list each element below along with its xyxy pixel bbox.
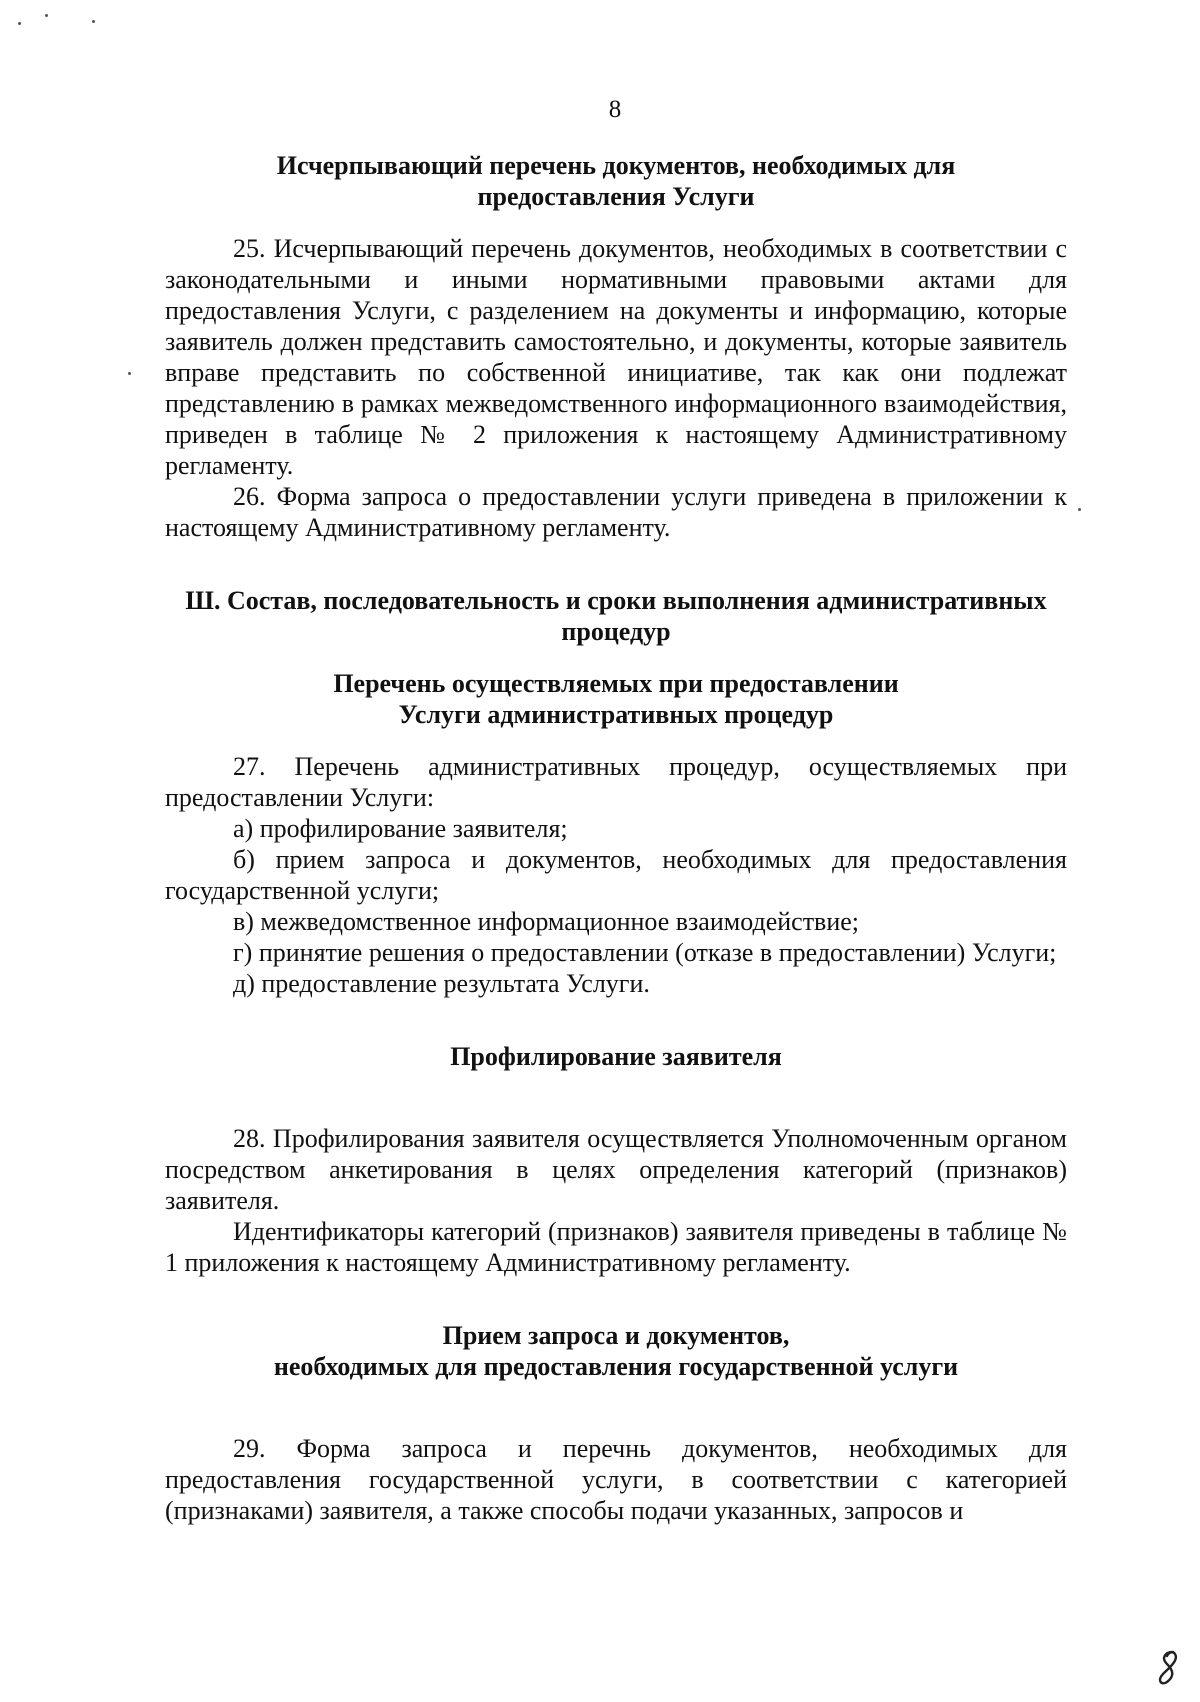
section-heading: [165, 150, 1067, 212]
list-item: б) прием запроса и документов, необходимых для предоставления государственной услуги;: [165, 845, 1067, 905]
scan-speck: [128, 372, 131, 375]
paragraph-28-identifiers: Идентификаторы категорий (признаков) заявителя приведены в таблице № 1 приложения к настоящему Административному регламенту.: [165, 1217, 1067, 1277]
section-three: [165, 585, 1067, 647]
section-profiling: [165, 1041, 1067, 1278]
scan-speck: [18, 22, 21, 25]
list-item: в) межведомственное информационное взаимодействие;: [233, 907, 860, 936]
list-item: д) предоставление результата Услуги.: [233, 969, 650, 998]
heading-line: предоставления Услуги: [477, 182, 755, 211]
paragraph-28: 28. Профилирования заявителя осуществляется Уполномоченным органом посредством анкетирования в целях определения категорий (признаков) заявителя.: [165, 1124, 1067, 1215]
heading-line: Услуги административных процедур: [398, 700, 834, 729]
section-heading: [165, 668, 1067, 730]
list-item: а) профилирование заявителя;: [233, 814, 568, 843]
paragraph-29: 29. Форма запроса и перечнь документов, необходимых для предоставления государственной услуги, в соответствии с категорией (признаками) заявителя, а также способы подачи указанных, запросов и: [165, 1434, 1067, 1525]
heading-line: Ш. Состав, последовательность и сроки выполнения административных: [185, 586, 1047, 615]
section-heading: [165, 1320, 1067, 1382]
heading-line: необходимых для предоставления государственной услуги: [273, 1352, 959, 1381]
section-reception: [165, 1320, 1067, 1526]
handwritten-page-mark: [1153, 1648, 1183, 1688]
page-number: 8: [608, 96, 622, 123]
scan-speck: [92, 20, 95, 23]
section-documents-list: [165, 150, 1067, 543]
document-body: [165, 150, 1067, 1526]
heading-line: Прием запроса и документов,: [442, 1321, 790, 1350]
scan-speck: [45, 14, 48, 17]
heading-line: Исчерпывающий перечень документов, необходимых для: [276, 151, 956, 180]
heading-line: Перечень осуществляемых при предоставлении: [333, 669, 899, 698]
list-item: г) принятие решения о предоставлении (отказе в предоставлении) Услуги;: [233, 938, 1057, 967]
chapter-heading: [165, 585, 1067, 647]
heading-line: процедур: [561, 617, 671, 646]
paragraph-26: 26. Форма запроса о предоставлении услуги приведена в приложении к настоящему Административному регламенту.: [165, 482, 1067, 542]
paragraph-27: 27. Перечень административных процедур, осуществляемых при предоставлении Услуги:: [165, 752, 1067, 812]
scan-speck: [1078, 508, 1081, 511]
section-procedures: [165, 668, 1067, 999]
section-heading: Профилирование заявителя: [450, 1042, 782, 1071]
paragraph-25: 25. Исчерпывающий перечень документов, необходимых в соответствии с законодательными и иными нормативными правовыми актами для предоставления Услуги, с разделением на документы и информацию, которые заявитель должен представить самостоятельно, и документы, которые заявитель вправе представить по собственной инициативе, так как они подлежат представлению в рамках межведомственного информационного взаимодействия, приведен в таблице № 2 приложения к настоящему Административному регламенту.: [165, 234, 1067, 480]
